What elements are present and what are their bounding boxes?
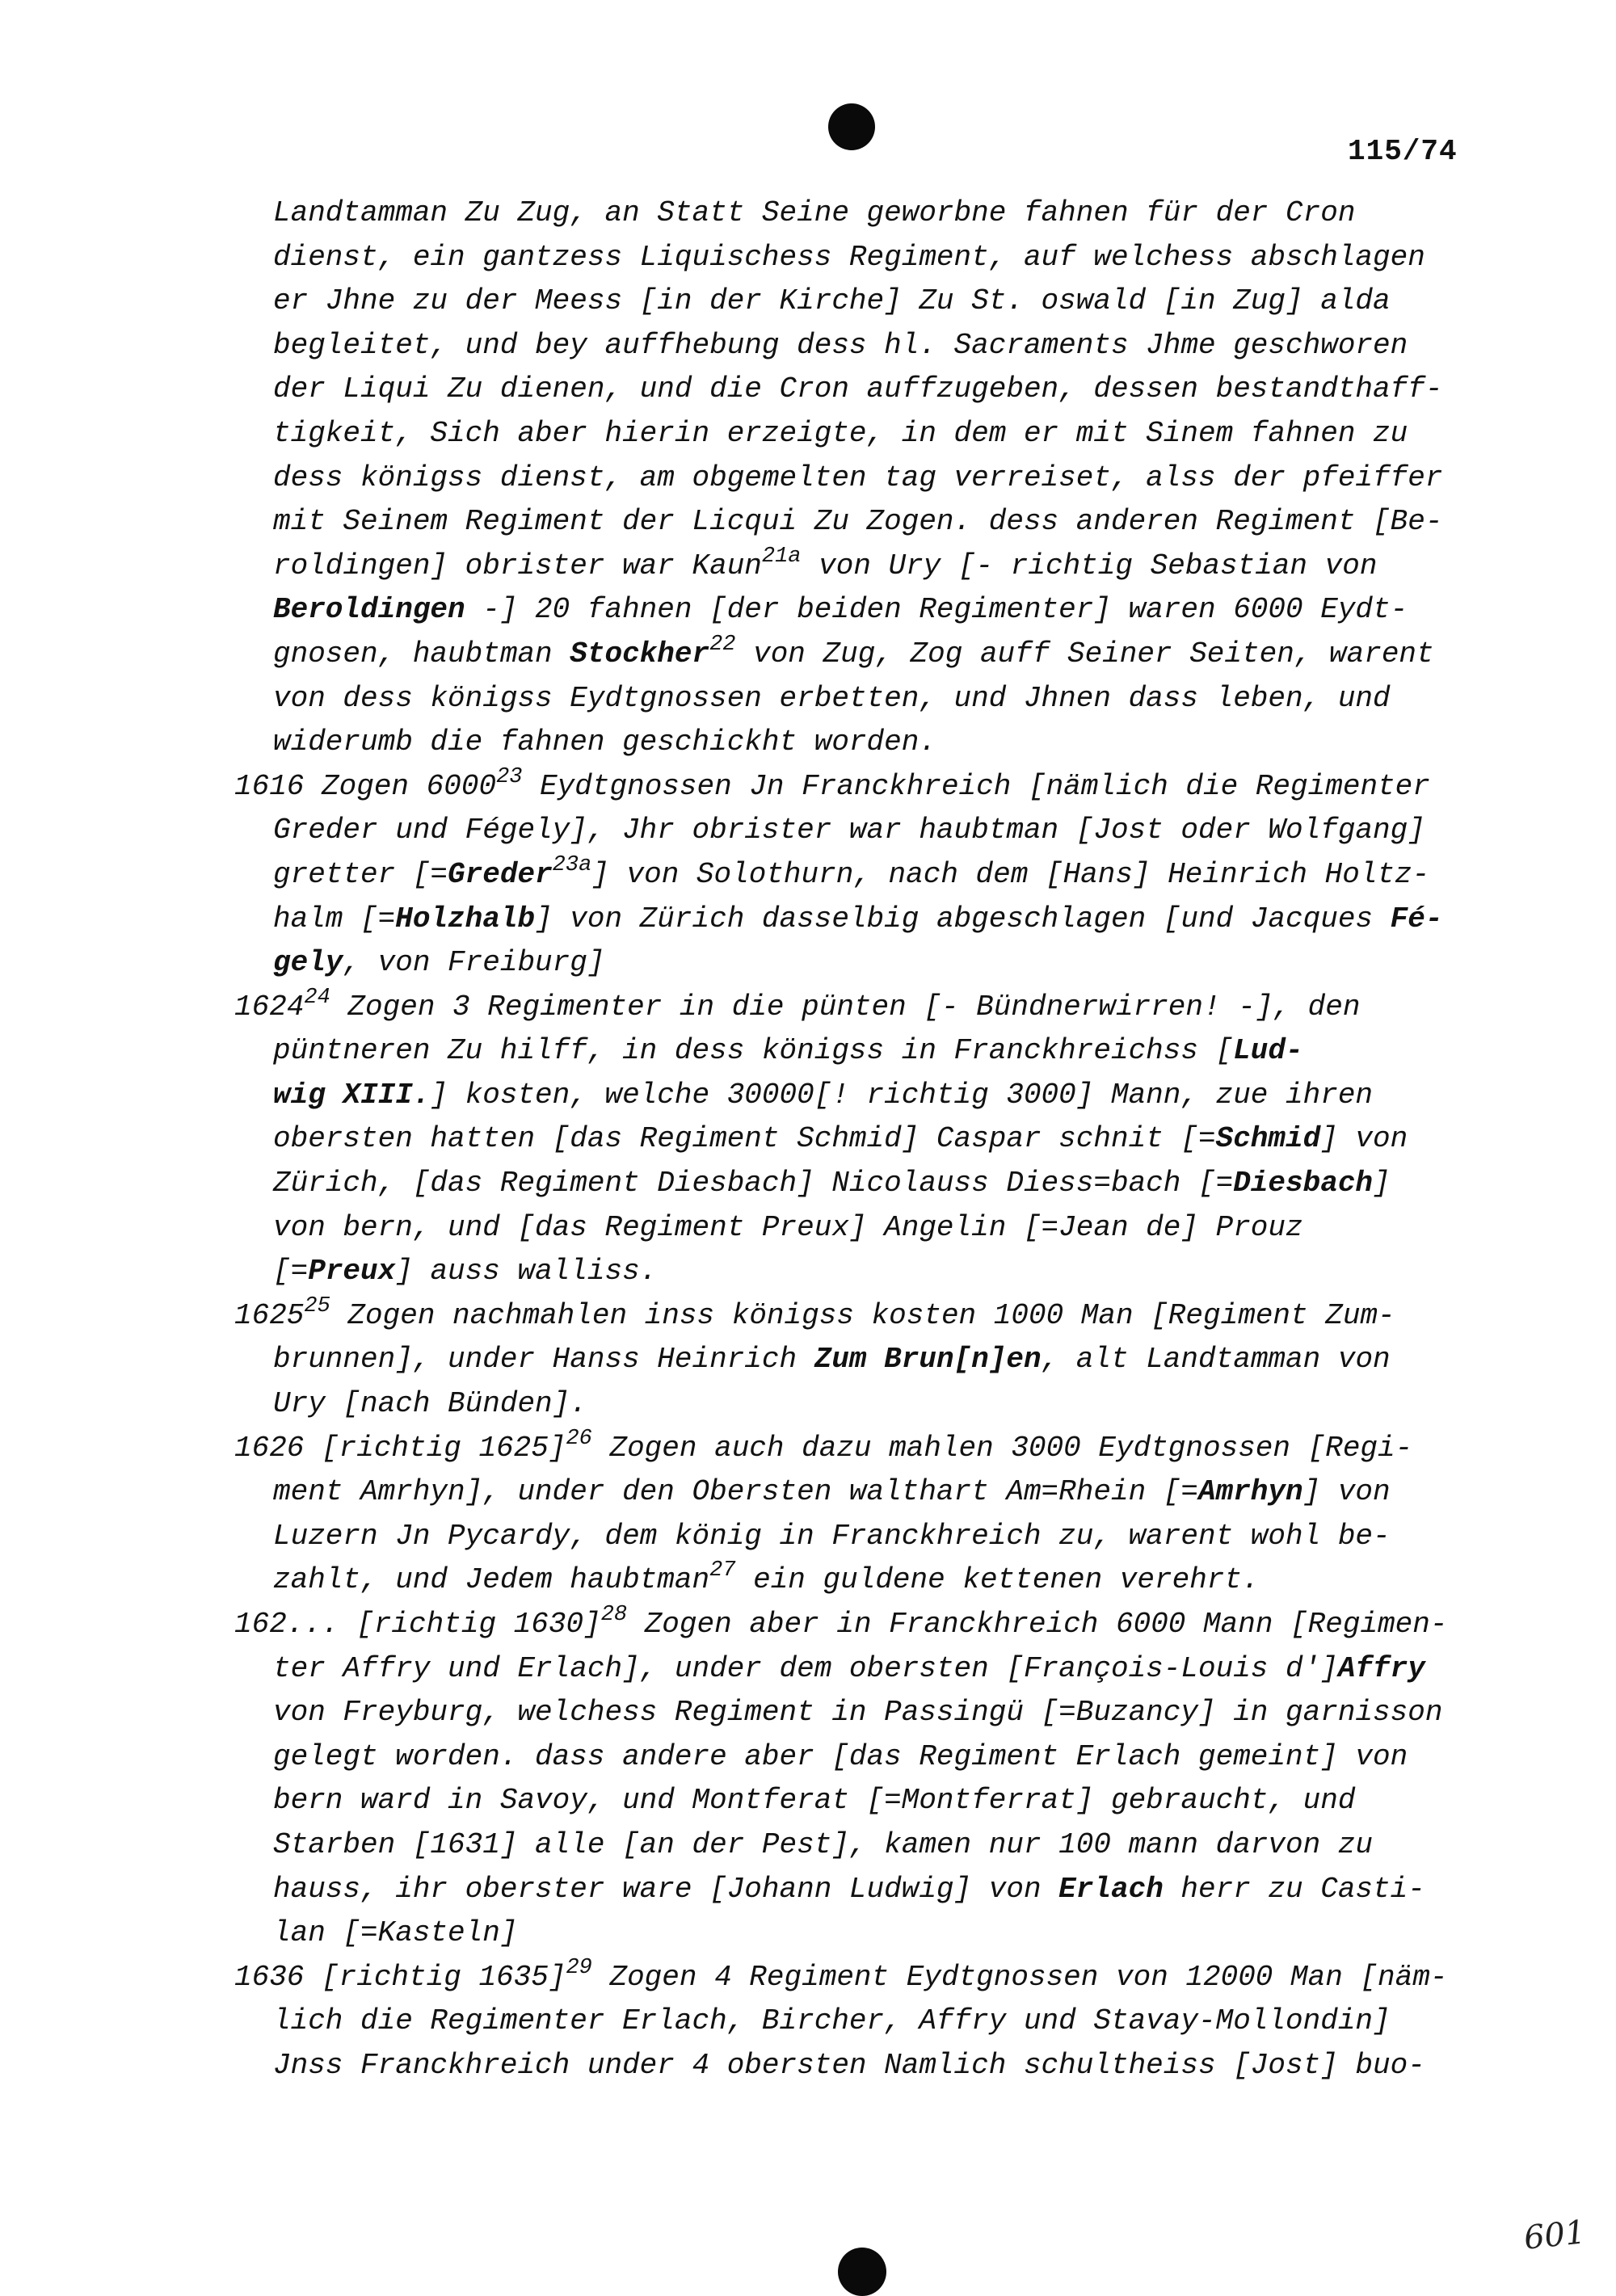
text-line <box>234 1691 1479 1735</box>
text-run: roldingen] obrister war Kaun <box>273 549 762 582</box>
text-run: Landtamman Zu Zug, an Statt Seine geworbne fahnen für der Cron <box>273 196 1356 229</box>
text-line <box>234 721 1479 765</box>
text-run: von dess königss Eydtgnossen erbetten, und Jhnen dass leben, und <box>273 681 1391 715</box>
text-run: hauss, ihr oberster ware [Johann Ludwig] von <box>273 1872 1059 1906</box>
text-line <box>234 1558 1479 1603</box>
text-run: ] kosten, welche 30000[! richtig 3000] Mann, zue ihren <box>430 1078 1374 1112</box>
text-run: Luzern Jn Pycardy, dem könig in Franckhreich zu, warent wohl be- <box>273 1519 1391 1553</box>
text-line <box>234 1338 1479 1382</box>
text-run: Greder und Fégely], Jhr obrister war haubtman [Jost oder Wolfgang] <box>273 814 1425 847</box>
text-run: Zogen auch dazu mahlen 3000 Eydtgnossen [Regi- <box>591 1431 1413 1465</box>
text-run: er Jhne zu der Meess [in der Kirche] Zu St. oswald [in Zug] alda <box>273 284 1391 318</box>
text-run: Jnss Franckhreich under 4 obersten Namlich schultheiss [Jost] buo- <box>273 2048 1425 2082</box>
text-run: der Liqui Zu dienen, und die Cron auffzugeben, dessen bestandthaff- <box>273 372 1443 406</box>
text-line <box>234 412 1479 456</box>
footnote-marker: 24 <box>304 985 330 1010</box>
text-line <box>234 500 1479 545</box>
text-run: 162... [richtig 1630] <box>234 1608 601 1641</box>
text-run: Zogen nachmahlen inss königss kosten 1000 Man [Regiment Zum- <box>330 1298 1395 1332</box>
text-line <box>234 1029 1479 1074</box>
text-run: ter Affry und Erlach], under dem obersten [François-Louis d'] <box>273 1651 1338 1685</box>
bold-name: Preux <box>308 1255 396 1289</box>
text-run: Zogen 3 Regimenter in die pünten [- Bündnerwirren! -], den <box>330 990 1361 1024</box>
bold-name: Affry <box>1337 1651 1425 1685</box>
text-line <box>234 324 1479 368</box>
text-run: Starben [1631] alle [an der Pest], kamen nur 100 mann darvon zu <box>273 1827 1374 1861</box>
document-body <box>234 191 1479 2088</box>
text-run: gnosen, haubtman <box>273 637 570 671</box>
bold-name: wig XIII. <box>273 1078 431 1112</box>
text-run: ] von Solothurn, nach dem [Hans] Heinrich Holtz- <box>591 857 1430 891</box>
text-run: dienst, ein gantzess Liquischess Regiment, auf welchess abschlagen <box>273 240 1425 274</box>
text-run: ] <box>1373 1167 1391 1201</box>
text-line <box>234 941 1479 986</box>
text-line <box>234 191 1479 236</box>
footnote-marker: 23a <box>552 852 592 877</box>
text-run: halm [= <box>273 902 396 936</box>
text-line <box>234 1470 1479 1515</box>
text-run: gretter [= <box>273 857 448 891</box>
text-line <box>234 1779 1479 1823</box>
text-run: 1624 <box>234 990 305 1024</box>
text-run: ] auss walliss. <box>395 1255 658 1289</box>
text-run: 1616 Zogen 6000 <box>234 769 497 803</box>
text-line <box>234 456 1479 501</box>
text-line <box>234 853 1479 898</box>
text-line <box>234 1911 1479 1956</box>
text-run: , von Freiburg] <box>343 946 605 980</box>
text-line <box>234 2000 1479 2044</box>
text-run: 1626 [richtig 1625] <box>234 1431 566 1465</box>
text-line <box>234 765 1479 809</box>
text-run: Zogen aber in Franckhreich 6000 Mann [Regimen- <box>627 1608 1448 1641</box>
punch-hole-bottom <box>838 2248 886 2296</box>
text-run: von bern, und [das Regiment Preux] Angelin [=Jean de] Prouz <box>273 1210 1303 1244</box>
bold-name: Diesbach <box>1233 1167 1374 1201</box>
text-line <box>234 1294 1479 1339</box>
text-line <box>234 1162 1479 1206</box>
text-run: herr zu Casti- <box>1163 1872 1425 1906</box>
text-line <box>234 545 1479 589</box>
text-run: Ury [nach Bünden]. <box>273 1387 587 1421</box>
text-run: lich die Regimenter Erlach, Bircher, Affry und Stavay-Mollondin] <box>273 2004 1391 2038</box>
text-line <box>234 1956 1479 2000</box>
text-run: -] 20 fahnen [der beiden Regimenter] waren 6000 Eydt- <box>465 593 1408 627</box>
text-line <box>234 1868 1479 1912</box>
bold-name: Erlach <box>1058 1872 1164 1906</box>
text-line <box>234 986 1479 1030</box>
text-line <box>234 588 1479 633</box>
bold-name: Lud- <box>1233 1034 1303 1068</box>
text-line <box>234 1382 1479 1427</box>
text-run: von Freyburg, welchess Regiment in Passingü [=Buzancy] in garnisson <box>273 1696 1443 1730</box>
text-line <box>234 368 1479 412</box>
text-line <box>234 1823 1479 1868</box>
footnote-marker: 27 <box>709 1558 736 1583</box>
text-run: Zogen 4 Regiment Eydtgnossen von 12000 Man [näm- <box>591 1960 1448 1994</box>
text-line <box>234 236 1479 280</box>
bold-name: Holzhalb <box>395 902 536 936</box>
handwritten-folio-mark: 601 <box>1521 2214 1588 2257</box>
footnote-marker: 21a <box>761 544 802 569</box>
bold-name: Schmid <box>1215 1122 1321 1156</box>
text-run: ] von <box>1302 1475 1391 1509</box>
text-run: mit Seinem Regiment der Licqui Zu Zogen. dess anderen Regiment [Be- <box>273 505 1443 539</box>
text-line <box>234 1427 1479 1471</box>
text-line <box>234 1117 1479 1162</box>
text-run: obersten hatten [das Regiment Schmid] Caspar schnit [= <box>273 1122 1216 1156</box>
footnote-marker: 23 <box>496 764 523 789</box>
bold-name: Beroldingen <box>273 593 465 627</box>
text-run: lan [=Kasteln] <box>273 1916 518 1950</box>
text-run: 1636 [richtig 1635] <box>234 1960 566 1994</box>
text-run: Eydtgnossen Jn Franckhreich [nämlich die Regimenter <box>522 769 1430 803</box>
text-run: zahlt, und Jedem haubtman <box>273 1563 710 1597</box>
text-line <box>234 1515 1479 1559</box>
text-run: begleitet, und bey auffhebung dess hl. Sacraments Jhme geschworen <box>273 328 1408 362</box>
text-run: püntneren Zu hilff, in dess königss in Franckhreichss [ <box>273 1034 1234 1068</box>
text-line <box>234 1206 1479 1251</box>
text-run: brunnen], under Hanss Heinrich <box>273 1343 814 1377</box>
text-line <box>234 1250 1479 1294</box>
bold-name: Amrhyn <box>1198 1475 1303 1509</box>
bold-name: gely <box>273 946 343 980</box>
text-line <box>234 809 1479 853</box>
text-run: ment Amrhyn], under den Obersten walthart Am=Rhein [= <box>273 1475 1198 1509</box>
text-line <box>234 677 1479 721</box>
footnote-marker: 29 <box>566 1955 592 1980</box>
text-line <box>234 1735 1479 1780</box>
text-run: 1625 <box>234 1298 305 1332</box>
text-line <box>234 2044 1479 2088</box>
text-run: widerumb die fahnen geschickht worden. <box>273 725 936 759</box>
text-run: , alt Landtamman von <box>1041 1343 1391 1377</box>
footnote-marker: 26 <box>566 1426 592 1451</box>
text-run: ] von Zürich dasselbig abgeschlagen [und Jacques <box>535 902 1391 936</box>
text-run: [= <box>273 1255 309 1289</box>
text-run: dess königss dienst, am obgemelten tag verreiset, alss der pfeiffer <box>273 460 1443 494</box>
page-number: 115/74 <box>1348 135 1458 168</box>
text-line <box>234 1074 1479 1118</box>
footnote-marker: 25 <box>304 1293 330 1318</box>
text-line <box>234 898 1479 942</box>
text-run: bern ward in Savoy, und Montferat [=Montferrat] gebraucht, und <box>273 1784 1356 1818</box>
text-run: ein guldene kettenen verehrt. <box>735 1563 1260 1597</box>
punch-hole-top <box>828 103 875 150</box>
bold-name: Greder <box>448 857 553 891</box>
text-line <box>234 1647 1479 1692</box>
text-run: tigkeit, Sich aber hierin erzeigte, in dem er mit Sinem fahnen zu <box>273 416 1408 450</box>
text-line <box>234 280 1479 324</box>
text-run: gelegt worden. dass andere aber [das Regiment Erlach gemeint] von <box>273 1739 1408 1773</box>
footnote-marker: 28 <box>600 1603 628 1627</box>
text-run: von Zug, Zog auff Seiner Seiten, warent <box>735 637 1434 671</box>
footnote-marker: 22 <box>709 632 736 657</box>
bold-name: Zum Brun[n]en <box>814 1343 1042 1377</box>
text-run: Zürich, [das Regiment Diesbach] Nicolauss Diess=bach [= <box>273 1167 1234 1201</box>
text-line <box>234 1603 1479 1647</box>
text-run: von Ury [- richtig Sebastian von <box>801 549 1378 582</box>
bold-name: Fé- <box>1390 902 1443 936</box>
text-run: ] von <box>1320 1122 1408 1156</box>
bold-name: Stockher <box>570 637 710 671</box>
text-line <box>234 633 1479 677</box>
